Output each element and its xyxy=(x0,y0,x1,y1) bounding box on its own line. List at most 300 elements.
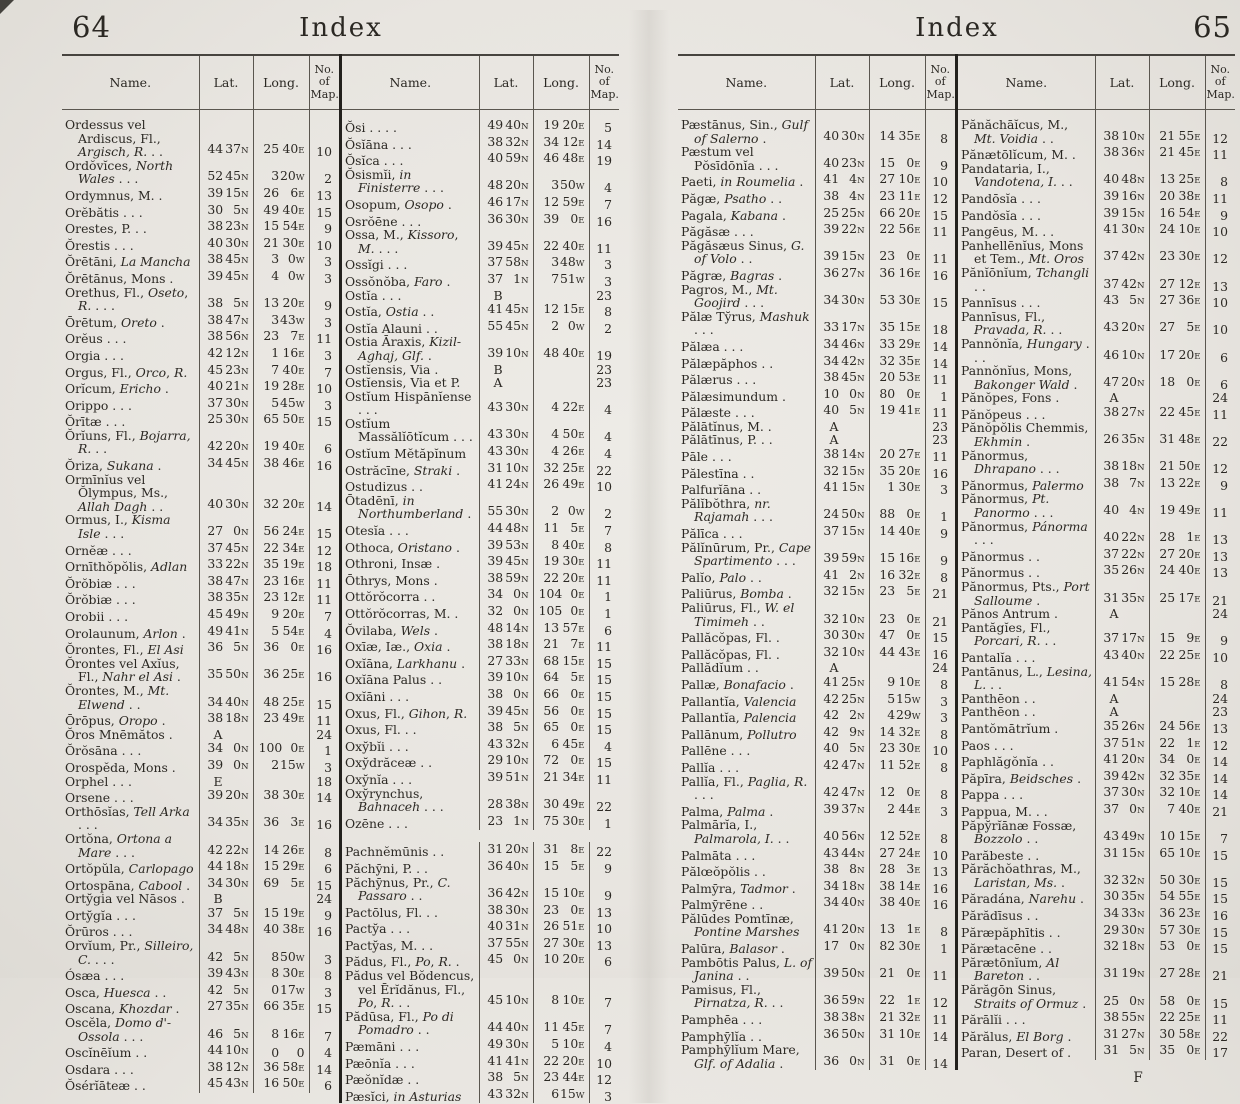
entry-name xyxy=(62,159,199,186)
direction: N xyxy=(521,1057,529,1068)
degrees: 22 xyxy=(1159,646,1176,662)
minutes: 30N xyxy=(225,495,249,511)
index-entry-row xyxy=(62,876,339,893)
entry-long xyxy=(869,1043,925,1070)
index-entry-row xyxy=(958,239,1235,266)
direction: E xyxy=(914,467,921,478)
degrees: 34 xyxy=(207,814,224,830)
entry-name-text: Pallădĭum . . xyxy=(681,660,759,676)
entry-map-number: 11 xyxy=(925,1010,955,1027)
degrees: 40 xyxy=(207,378,224,394)
direction: E xyxy=(1194,507,1201,518)
degrees: 34 xyxy=(207,874,224,890)
entry-long xyxy=(869,879,925,896)
entry-long xyxy=(533,477,589,494)
degrees: 66 xyxy=(263,998,280,1014)
direction: E xyxy=(914,484,921,495)
entry-long xyxy=(253,590,309,607)
entry-lat xyxy=(199,607,253,624)
degrees: 31 xyxy=(1103,965,1120,981)
direction: E xyxy=(1194,970,1201,981)
entry-name xyxy=(678,862,815,879)
entry-name xyxy=(678,1027,815,1044)
degrees: 66 xyxy=(879,204,896,220)
entry-lat xyxy=(199,758,253,775)
minutes: 30N xyxy=(225,411,249,427)
degrees: 38 xyxy=(487,685,504,701)
entry-map-number: 15 xyxy=(1205,862,1235,889)
index-entry-row xyxy=(958,449,1235,476)
direction: E xyxy=(578,817,585,828)
direction: N xyxy=(1137,833,1145,844)
entry-name xyxy=(678,692,815,709)
entry-name xyxy=(62,363,199,380)
degrees: 23 xyxy=(879,187,896,203)
entry-lat: A xyxy=(1095,391,1149,405)
direction: W xyxy=(575,322,585,333)
entry-lat xyxy=(1095,476,1149,493)
entry-map-number: 24 xyxy=(1205,607,1235,621)
entry-name-text: Pănăchāĭcus, M., Mt. Voidia . . xyxy=(961,117,1069,146)
entry-lat xyxy=(199,711,253,728)
entry-name-text: Otesĭa . . . xyxy=(345,523,409,539)
entry-lat xyxy=(815,464,869,481)
entry-map-number: 12 xyxy=(1205,736,1235,753)
header-row xyxy=(62,55,339,110)
entry-name-text: Paliūrus, Fl., W. el Timimeh . . xyxy=(681,600,795,629)
entry-map-number: 11 xyxy=(925,956,955,983)
entry-lat xyxy=(479,212,533,229)
index-entry-row xyxy=(342,587,619,604)
entry-lat xyxy=(815,584,869,601)
entry-long xyxy=(253,805,309,832)
entry-lat: A xyxy=(1095,705,1149,719)
col-header-long: Long. xyxy=(869,55,925,110)
entry-map-number: 2 xyxy=(589,319,619,336)
degrees: 27 xyxy=(879,844,896,860)
degrees: 40 xyxy=(207,495,224,511)
entry-lat xyxy=(479,969,533,1010)
minutes: 0N xyxy=(513,603,529,618)
degrees: 39 xyxy=(487,669,504,685)
direction: N xyxy=(241,644,249,655)
direction: E xyxy=(298,909,305,920)
minutes: 40E xyxy=(898,523,921,539)
entry-long xyxy=(533,319,589,336)
degrees: 23 xyxy=(263,328,280,344)
degrees: 36 xyxy=(879,264,896,280)
entry-name xyxy=(958,785,1095,802)
entry-map-number: 22 xyxy=(589,842,619,859)
entry-name-text: Panthēon . . xyxy=(961,704,1036,720)
degrees: 11 xyxy=(879,756,896,772)
minutes: 49E xyxy=(562,476,585,492)
direction: E xyxy=(914,1014,921,1025)
entry-long xyxy=(253,396,309,413)
minutes: 48E xyxy=(562,150,585,166)
entry-long xyxy=(533,151,589,168)
entry-map-number: 24 xyxy=(309,728,339,742)
minutes: 20E xyxy=(562,569,585,585)
entry-name-text: Pănormus, Pts., Port Salloume . xyxy=(961,579,1090,608)
entry-map-number: 11 xyxy=(589,228,619,255)
degrees: 40 xyxy=(1103,171,1120,187)
direction: E xyxy=(578,431,585,442)
degrees: 31 xyxy=(1103,1042,1120,1058)
direction: N xyxy=(857,712,865,723)
index-entry-row xyxy=(62,513,339,540)
entry-name xyxy=(958,364,1095,391)
degrees: 37 xyxy=(207,539,224,555)
degrees: 41 xyxy=(823,479,840,495)
minutes: 40N xyxy=(505,1019,529,1035)
index-entry-row xyxy=(342,654,619,671)
entry-map-number: 16 xyxy=(589,212,619,229)
direction: E xyxy=(914,528,921,539)
degrees: 34 xyxy=(207,921,224,937)
minutes: 40E xyxy=(562,237,585,253)
entry-lat xyxy=(1095,580,1149,607)
minutes: 0E xyxy=(290,740,305,756)
degrees: 35 xyxy=(1103,562,1120,578)
minutes: 52E xyxy=(898,756,921,772)
entry-lat xyxy=(1095,222,1149,239)
direction: N xyxy=(1137,297,1145,308)
index-entry-row xyxy=(958,648,1235,665)
index-entry-row xyxy=(62,859,339,876)
entry-lat xyxy=(479,195,533,212)
degrees: 16 xyxy=(1159,204,1176,220)
degrees: 23 xyxy=(263,572,280,588)
entry-long xyxy=(869,541,925,568)
degrees: 14 xyxy=(263,841,280,857)
entry-name xyxy=(62,236,199,253)
degrees: 38 xyxy=(207,589,224,605)
entry-name xyxy=(958,889,1095,906)
entry-map-number: 8 xyxy=(309,832,339,859)
entry-map-number: 14 xyxy=(1205,752,1235,769)
entry-name-text: Părăgōn Sinus, Straits of Ormuz . xyxy=(961,982,1087,1011)
index-entry-row xyxy=(678,692,955,709)
minutes: 25N xyxy=(841,690,865,706)
direction: E xyxy=(298,300,305,311)
entry-long xyxy=(869,172,925,189)
degrees: 49 xyxy=(207,622,224,638)
entry-name xyxy=(678,775,815,802)
entry-map-number: 15 xyxy=(925,283,955,310)
entry-name xyxy=(678,802,815,819)
entry-name xyxy=(62,624,199,641)
index-entry-row xyxy=(958,206,1235,223)
entry-map-number: 14 xyxy=(925,1027,955,1044)
index-entry-row xyxy=(678,420,955,434)
minutes: 50N xyxy=(841,965,865,981)
direction: N xyxy=(857,192,865,203)
minutes: 3E xyxy=(906,861,921,877)
degrees: 14 xyxy=(879,127,896,143)
degrees: 38 xyxy=(487,636,504,652)
entry-map-number: 15 xyxy=(309,412,339,429)
degrees: 8 xyxy=(271,1025,280,1041)
entry-long xyxy=(253,110,309,159)
degrees: 36 xyxy=(263,814,280,830)
direction: E xyxy=(578,1024,585,1035)
direction: E xyxy=(914,253,921,264)
entry-name-text: Ossa, M., Kissoro, M. . . . xyxy=(345,227,459,256)
direction: W xyxy=(295,256,305,267)
entry-long xyxy=(1149,145,1205,162)
entry-name xyxy=(958,293,1095,310)
entry-lat xyxy=(815,628,869,645)
entry-name xyxy=(958,476,1095,493)
direction: N xyxy=(241,383,249,394)
entry-name-text: Păgăsæus Sinus, G. of Volo . . xyxy=(681,237,805,267)
degrees: 37 xyxy=(1103,784,1120,800)
minutes: 41N xyxy=(505,1052,529,1068)
minutes: 42N xyxy=(841,352,865,368)
index-entry-row xyxy=(342,110,619,135)
entry-lat xyxy=(479,390,533,417)
entry-name xyxy=(62,379,199,396)
index-entry-row xyxy=(62,252,339,269)
entry-lat xyxy=(1095,889,1149,906)
minutes: 30N xyxy=(505,426,529,442)
entry-name-text: Pandōsĭa . . . xyxy=(961,190,1041,206)
degrees: 34 xyxy=(207,740,224,756)
minutes: 0W xyxy=(567,317,585,333)
entry-name xyxy=(342,704,479,721)
entry-name xyxy=(342,687,479,704)
degrees: 23 xyxy=(263,710,280,726)
entry-name xyxy=(62,741,199,758)
entry-long xyxy=(253,1076,309,1093)
minutes: 30E xyxy=(562,934,585,950)
entry-map-number: 8 xyxy=(925,758,955,775)
degrees: 21 xyxy=(263,234,280,250)
entry-long xyxy=(253,473,309,514)
entry-map-number: 23 xyxy=(925,433,955,447)
entry-lat xyxy=(479,538,533,555)
degrees: 5 xyxy=(887,690,896,706)
minutes: 50N xyxy=(841,1025,865,1041)
degrees: 0 xyxy=(271,981,280,997)
index-entry-row xyxy=(958,889,1235,906)
entry-long xyxy=(1149,983,1205,1010)
degrees: 21 xyxy=(543,636,560,652)
col-header-name: Name. xyxy=(958,55,1095,110)
index-entry-row xyxy=(62,541,339,558)
degrees: 42 xyxy=(823,707,840,723)
minutes: 42N xyxy=(1121,767,1145,783)
direction: E xyxy=(578,349,585,360)
entry-long xyxy=(533,637,589,654)
direction: E xyxy=(578,525,585,536)
direction: W xyxy=(295,761,305,772)
entry-lat xyxy=(815,110,869,146)
degrees: 34 xyxy=(207,693,224,709)
entry-name-text: Pallantĭa, Palencia xyxy=(681,710,797,726)
minutes: 30E xyxy=(898,938,921,954)
entry-lat xyxy=(479,587,533,604)
minutes: 1E xyxy=(906,992,921,1008)
entry-long xyxy=(1149,719,1205,736)
index-entry-row xyxy=(678,862,955,879)
minutes: 7N xyxy=(1129,474,1145,490)
direction: E xyxy=(578,242,585,253)
index-entry-row xyxy=(342,494,619,521)
entry-long xyxy=(533,212,589,229)
entry-name xyxy=(958,547,1095,564)
entry-lat xyxy=(815,846,869,863)
degrees: 19 xyxy=(543,117,560,132)
degrees: 37 xyxy=(1103,800,1120,816)
entry-name xyxy=(678,337,815,354)
entry-name-text: Pantŏmātrĭum . xyxy=(961,720,1059,736)
degrees: 42 xyxy=(207,948,224,964)
entry-lat xyxy=(479,637,533,654)
degrees: 16 xyxy=(263,1075,280,1091)
entry-name-text: Pamisus, Fl., Pirnatza, R. . . xyxy=(681,981,784,1011)
entry-long xyxy=(533,538,589,555)
entry-name-text: Ōtadēnī, in Northumberland . xyxy=(345,492,472,522)
minutes: 0E xyxy=(570,586,585,602)
minutes: 53E xyxy=(898,369,921,385)
entry-lat xyxy=(199,269,253,286)
entry-lat xyxy=(479,302,533,319)
entry-name xyxy=(958,1010,1095,1027)
index-entry-row xyxy=(958,956,1235,983)
entry-lat xyxy=(199,983,253,1000)
degrees: 14 xyxy=(879,523,896,539)
direction: N xyxy=(521,641,529,652)
entry-map-number: 11 xyxy=(1205,189,1235,206)
degrees: 26 xyxy=(263,184,280,200)
degrees: 8 xyxy=(551,536,560,552)
entry-name xyxy=(678,584,815,601)
degrees: 39 xyxy=(487,536,504,552)
entry-name xyxy=(958,607,1095,621)
entry-name-text: Pădus, Fl., Po, R. . xyxy=(345,954,460,970)
minutes: 55N xyxy=(1121,1009,1145,1025)
degrees: 2 xyxy=(551,503,560,519)
degrees: 34 xyxy=(487,586,504,602)
minutes: 35E xyxy=(282,998,305,1014)
entry-map-number: 6 xyxy=(1205,337,1235,364)
entry-lat xyxy=(1095,846,1149,863)
page-65-column-2 xyxy=(958,54,1235,1070)
degrees: 38 xyxy=(1103,458,1120,474)
entry-name xyxy=(678,912,815,939)
entry-name-text: Ostĭum Mĕtăpĭnum xyxy=(345,446,467,462)
index-entry-row xyxy=(342,521,619,538)
entry-name xyxy=(62,346,199,363)
degrees: 19 xyxy=(879,402,896,418)
minutes: 10E xyxy=(562,992,585,1008)
entry-name-text: Ŏrūros . . . xyxy=(65,924,133,940)
degrees: 21 xyxy=(1159,127,1176,143)
entry-lat xyxy=(479,571,533,588)
minutes: 43E xyxy=(898,643,921,659)
entry-lat xyxy=(815,266,869,283)
minutes: 35E xyxy=(1178,767,1201,783)
entry-name xyxy=(342,1010,479,1037)
entry-long xyxy=(253,557,309,574)
entry-long xyxy=(533,859,589,876)
degrees: 66 xyxy=(543,685,560,701)
entry-long xyxy=(533,521,589,538)
entry-long xyxy=(1149,189,1205,206)
minutes: 0E xyxy=(906,965,921,981)
entry-map-number: 12 xyxy=(1205,449,1235,476)
entry-long xyxy=(1149,923,1205,940)
minutes: 18N xyxy=(1121,938,1145,954)
minutes: 33N xyxy=(1121,905,1145,921)
degrees: 23 xyxy=(543,1069,560,1085)
index-entries xyxy=(62,110,339,1094)
entry-lat xyxy=(199,329,253,346)
entry-long xyxy=(869,266,925,283)
entry-long xyxy=(533,289,589,303)
entry-long xyxy=(869,645,925,662)
degrees: 38 xyxy=(823,861,840,877)
degrees: 3 xyxy=(271,251,280,267)
entry-name xyxy=(678,239,815,266)
direction: N xyxy=(521,608,529,618)
entry-name xyxy=(342,859,479,876)
direction: N xyxy=(857,357,865,368)
minutes: 5N xyxy=(233,948,249,964)
minutes: 10N xyxy=(841,643,865,659)
minutes: 0E xyxy=(570,210,585,226)
direction: N xyxy=(1137,943,1145,954)
direction: E xyxy=(914,745,921,756)
entry-lat xyxy=(815,983,869,1010)
entry-lat xyxy=(199,999,253,1016)
minutes: 35E xyxy=(898,127,921,143)
entry-long xyxy=(533,494,589,521)
direction: W xyxy=(295,399,305,410)
entry-map-number: 8 xyxy=(589,538,619,555)
index-entry-row xyxy=(62,412,339,429)
direction: E xyxy=(914,451,921,462)
degrees: 45 xyxy=(207,1075,224,1091)
direction: E xyxy=(1194,351,1201,362)
degrees: 35 xyxy=(879,319,896,335)
entry-lat xyxy=(479,770,533,787)
entry-map-number: 3 xyxy=(589,1087,619,1104)
direction: E xyxy=(1194,805,1201,816)
direction: N xyxy=(857,943,865,954)
degrees: 36 xyxy=(823,1025,840,1041)
entry-name xyxy=(342,195,479,212)
entry-lat xyxy=(479,521,533,538)
entry-map-number: 11 xyxy=(309,590,339,607)
entry-long xyxy=(533,903,589,920)
entry-name-text: Pălœŏpŏlis . . xyxy=(681,864,766,880)
minutes: 0N xyxy=(513,951,529,967)
entry-long xyxy=(253,657,309,684)
direction: E xyxy=(1194,192,1201,203)
entry-name-text: Pănætōlĭcum, M. . xyxy=(961,147,1076,163)
direction: E xyxy=(298,544,305,555)
direction: E xyxy=(578,541,585,552)
entry-name-text: Pannīsus . . . xyxy=(961,295,1041,311)
direction: N xyxy=(521,862,529,873)
degrees: 36 xyxy=(487,857,504,873)
index-entry-row xyxy=(678,818,955,845)
index-entry-row xyxy=(958,337,1235,364)
entry-long xyxy=(533,417,589,444)
